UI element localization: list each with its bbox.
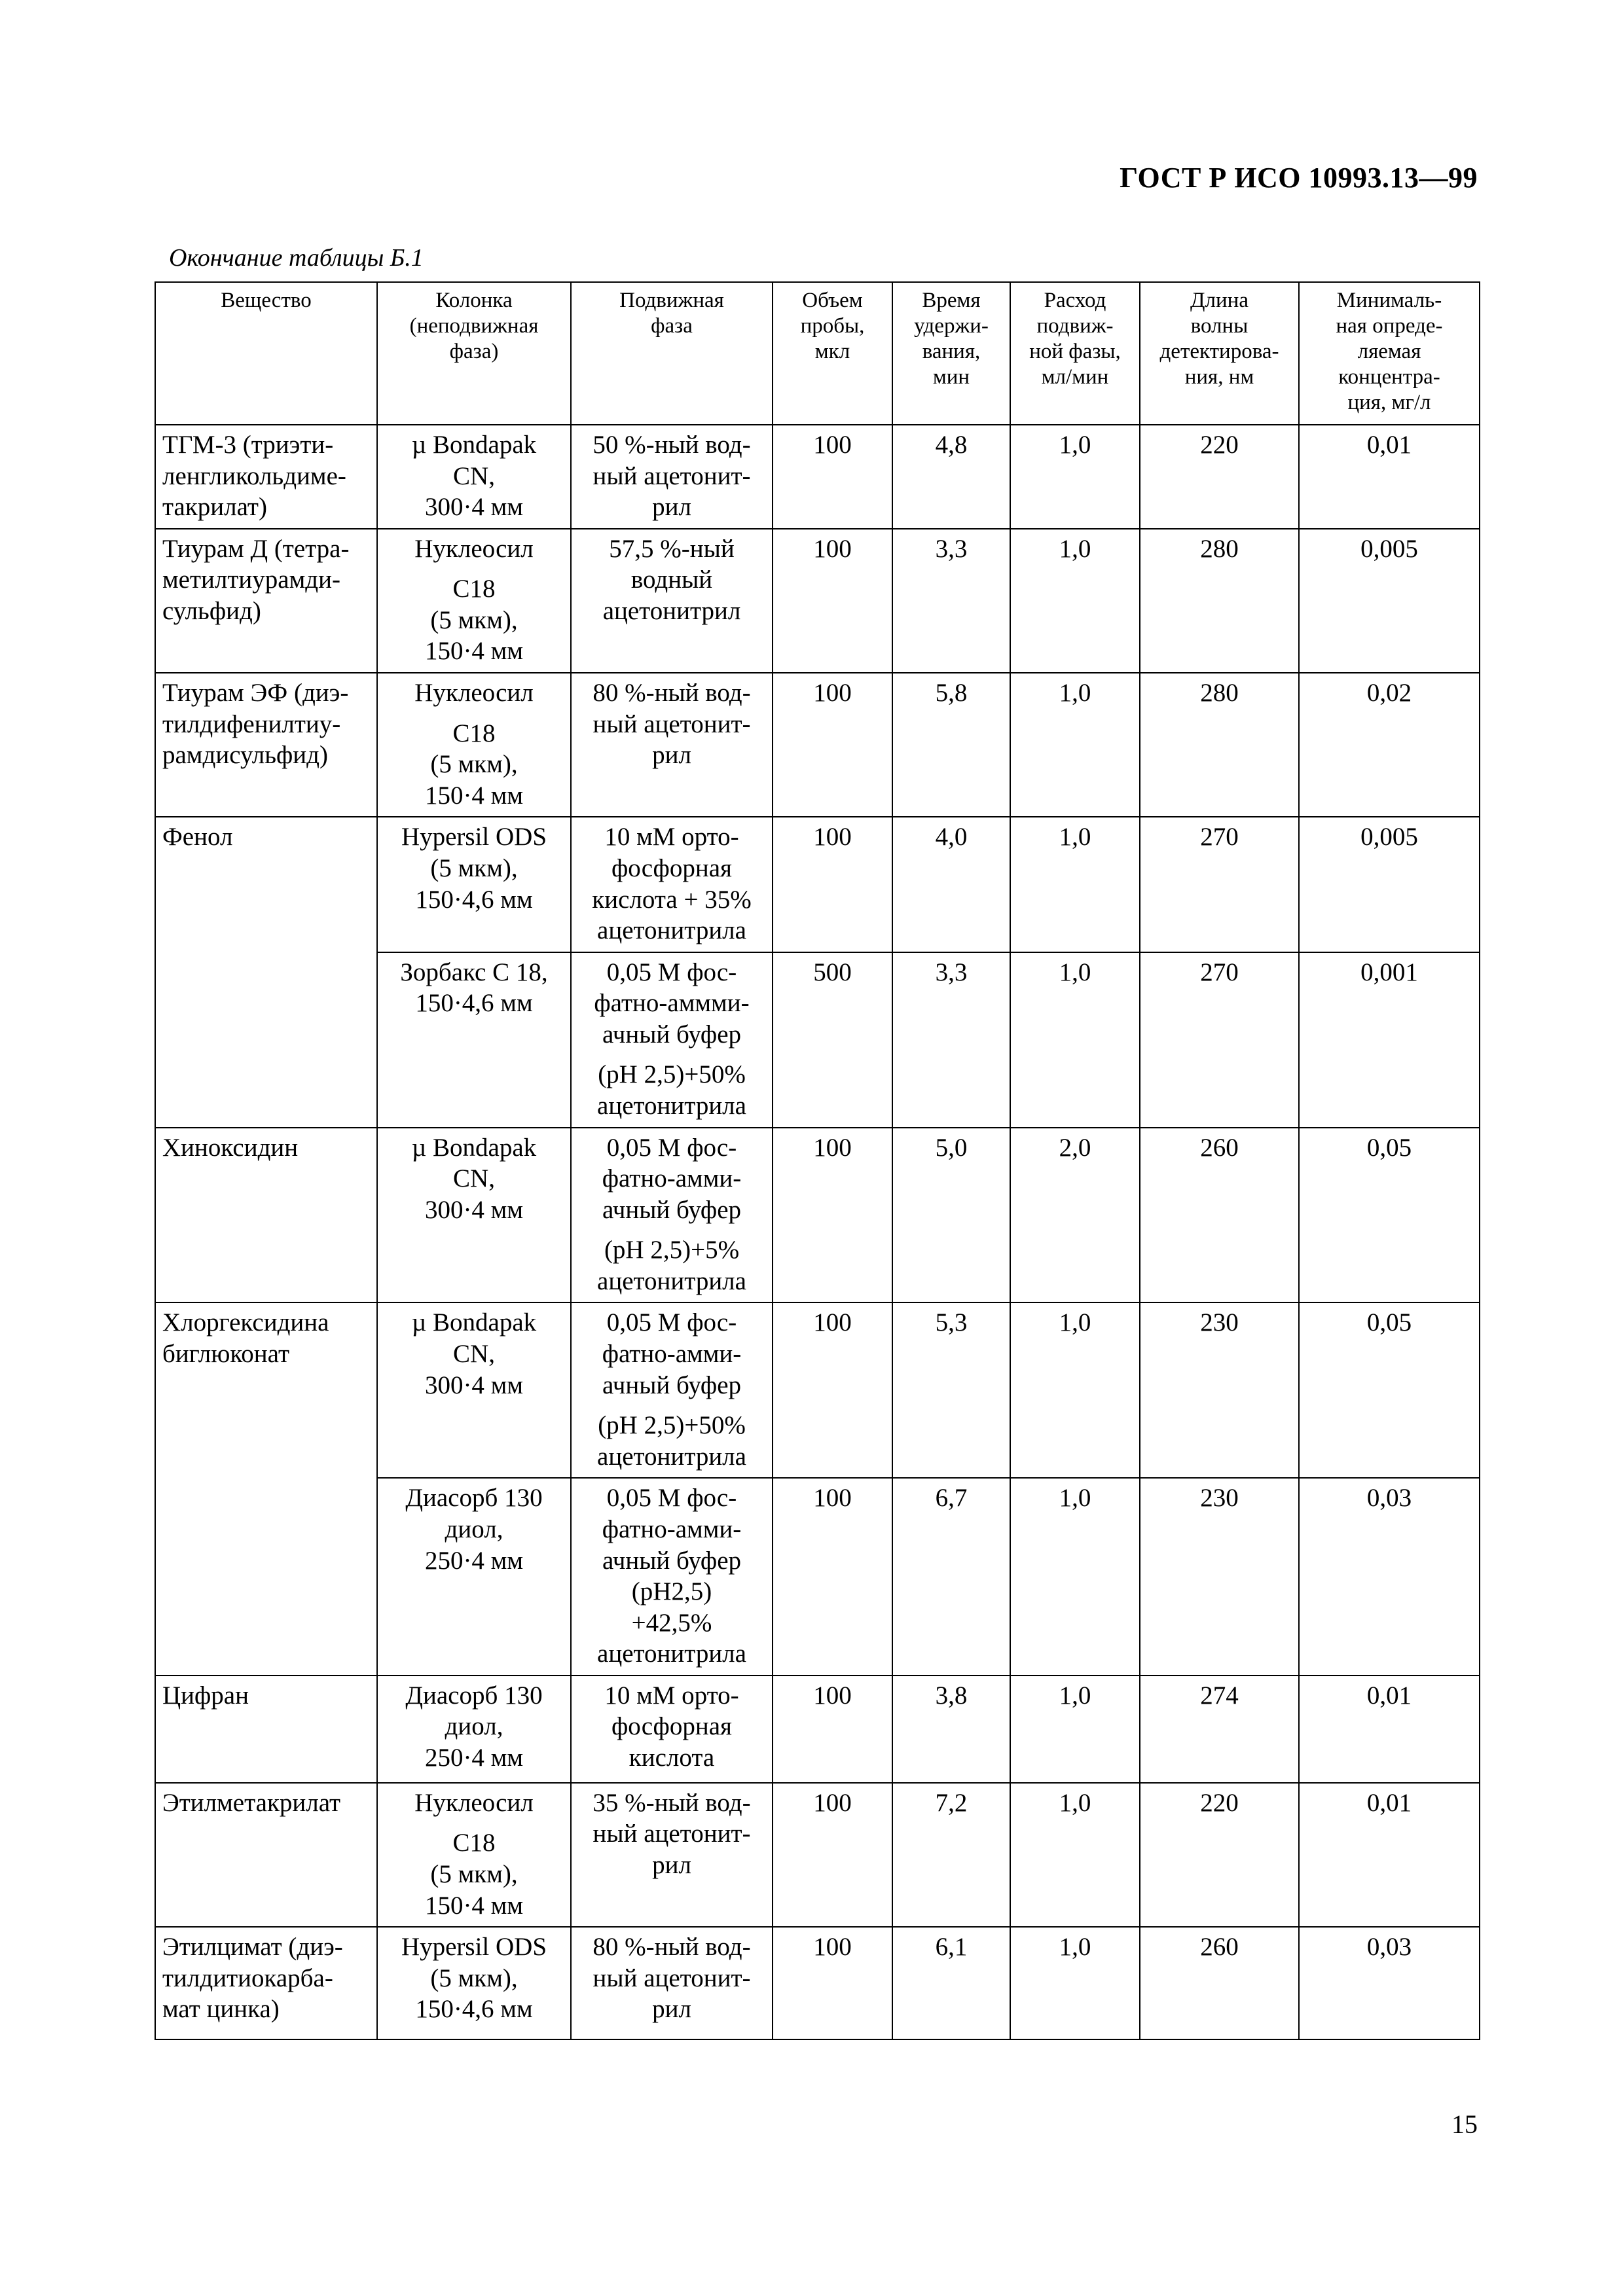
cell-volume: 100 (773, 529, 892, 673)
cell-phase (571, 425, 773, 529)
cell-line: (5 мкм), (430, 605, 518, 634)
cell-line: ная опреде- (1336, 314, 1443, 338)
cell-line: детектирова- (1159, 339, 1279, 363)
cell-line: кислота (629, 1743, 715, 1772)
cell-substance (155, 1128, 377, 1303)
cell-line: фосфорная (611, 1712, 732, 1741)
cell-concentration: 0,05 (1299, 1128, 1480, 1303)
cell-line: подвиж- (1036, 314, 1114, 338)
cell-line: (pH2,5) (631, 1577, 712, 1606)
cell-flow: 1,0 (1010, 425, 1140, 529)
cell-line: фатно-амми- (602, 1340, 742, 1369)
page-number: 15 (1451, 2109, 1478, 2139)
cell-line: 300·4 мм (424, 1195, 524, 1224)
cell-line: 150·4 мм (424, 781, 524, 810)
cell-line: (5 мкм), (430, 1964, 518, 1992)
cell-column (377, 1478, 571, 1675)
cell-phase (571, 1478, 773, 1675)
cell-line: Хиноксидин (162, 1133, 299, 1162)
cell-column (377, 673, 571, 817)
cell-line: 300·4 мм (424, 493, 524, 522)
document-code: ГОСТ Р ИСО 10993.13—99 (1120, 162, 1478, 194)
header-flow-rate (1010, 282, 1140, 425)
cell-line: (5 мкм), (430, 1859, 518, 1888)
cell-line: CN, (453, 1340, 495, 1369)
cell-time: 6,7 (892, 1478, 1010, 1675)
header-mobile-phase (571, 282, 773, 425)
cell-substance (155, 673, 377, 817)
cell-volume: 100 (773, 1128, 892, 1303)
cell-line: мкл (814, 339, 850, 363)
cell-line: Этилцимат (диэ- (162, 1933, 343, 1962)
cell-line: Hypersil ODS (401, 1933, 547, 1962)
cell-time: 7,2 (892, 1783, 1010, 1927)
cell-line: CN, (453, 461, 495, 490)
cell-line: 150·4,6 мм (415, 885, 533, 914)
cell-wavelength: 230 (1140, 1478, 1299, 1675)
cell-line: ачный буфер (602, 1195, 742, 1224)
cell-phase (571, 952, 773, 1128)
header-substance (155, 282, 377, 425)
line-gap (578, 1225, 765, 1234)
cell-line: Расход (1044, 289, 1106, 312)
line-gap (578, 1050, 765, 1059)
cell-line: (pH 2,5)+5% (604, 1236, 740, 1265)
cell-phase (571, 1927, 773, 2039)
cell-flow: 1,0 (1010, 1478, 1140, 1675)
cell-column (377, 1783, 571, 1927)
cell-line: волны (1190, 314, 1249, 338)
cell-column (377, 425, 571, 529)
table-row (155, 673, 1480, 817)
cell-line: рил (652, 1995, 691, 2024)
cell-line: фаза (651, 314, 693, 338)
line-gap (384, 709, 564, 718)
cell-line: Колонка (435, 289, 513, 312)
cell-line: C18 (452, 575, 496, 603)
cell-substance (155, 529, 377, 673)
table-row (155, 529, 1480, 673)
table-caption: Окончание таблицы Б.1 (169, 244, 424, 272)
cell-line: ацетонитрила (597, 1640, 746, 1668)
cell-line: 150·4 мм (424, 1891, 524, 1920)
cell-line: 150·4,6 мм (415, 989, 533, 1018)
cell-wavelength: 270 (1140, 952, 1299, 1128)
cell-column (377, 817, 571, 952)
cell-line: 50 %-ный вод- (593, 431, 751, 459)
cell-phase (571, 1302, 773, 1478)
cell-line: фатно-аммми- (594, 989, 750, 1018)
cell-concentration: 0,03 (1299, 1927, 1480, 2039)
cell-line: ацетонитрила (597, 916, 746, 945)
cell-line: фаза) (449, 339, 499, 363)
cell-line: ной фазы, (1029, 339, 1121, 363)
cell-concentration: 0,03 (1299, 1478, 1480, 1675)
cell-line: +42,5% (631, 1608, 712, 1637)
cell-line: биглюконат (162, 1340, 290, 1369)
cell-line: 150·4 мм (424, 637, 524, 666)
cell-line: Тиурам ЭФ (диэ- (162, 679, 349, 708)
cell-line: 0,05 М фос- (606, 958, 737, 986)
cell-concentration: 0,005 (1299, 529, 1480, 673)
cell-line: вания, (922, 339, 981, 363)
cell-line: Зорбакс C 18, (400, 958, 548, 986)
cell-time: 4,8 (892, 425, 1010, 529)
cell-line: ный ацетонит- (593, 709, 751, 738)
cell-line: 150·4,6 мм (415, 1995, 533, 2024)
cell-line: удержи- (914, 314, 989, 338)
cell-line: Нуклеосил (414, 534, 534, 563)
cell-line: µ Bondapak (411, 1308, 537, 1337)
cell-time: 3,3 (892, 952, 1010, 1128)
header-sample-volume (773, 282, 892, 425)
header-retention-time (892, 282, 1010, 425)
header-min-concentration (1299, 282, 1480, 425)
cell-line: Длина (1190, 289, 1249, 312)
cell-line: кислота + 35% (592, 885, 752, 914)
line-gap (384, 1818, 564, 1827)
cell-line: диол, (445, 1515, 503, 1543)
cell-line: рил (652, 493, 691, 522)
cell-flow: 1,0 (1010, 817, 1140, 952)
cell-concentration: 0,001 (1299, 952, 1480, 1128)
cell-line: Тиурам Д (тетра- (162, 534, 350, 563)
cell-line: фосфорная (611, 853, 732, 882)
cell-line: мат цинка) (162, 1995, 280, 2024)
cell-line: Минималь- (1336, 289, 1442, 312)
cell-line: ния, нм (1184, 365, 1254, 389)
cell-line: 250·4 мм (424, 1743, 524, 1772)
cell-flow: 2,0 (1010, 1128, 1140, 1303)
cell-wavelength: 270 (1140, 817, 1299, 952)
cell-flow: 1,0 (1010, 1302, 1140, 1478)
cell-time: 3,8 (892, 1676, 1010, 1783)
cell-line: 10 мМ орто- (604, 1681, 739, 1710)
cell-phase (571, 673, 773, 817)
cell-volume: 100 (773, 1302, 892, 1478)
cell-phase (571, 1676, 773, 1783)
cell-line: Время (922, 289, 981, 312)
cell-line: ачный буфер (602, 1546, 742, 1575)
cell-phase (571, 529, 773, 673)
cell-concentration: 0,01 (1299, 1783, 1480, 1927)
cell-time: 5,0 (892, 1128, 1010, 1303)
cell-line: сульфид) (162, 596, 261, 625)
cell-flow: 1,0 (1010, 673, 1140, 817)
cell-concentration: 0,005 (1299, 817, 1480, 952)
line-gap (384, 564, 564, 573)
cell-volume: 100 (773, 673, 892, 817)
cell-line: µ Bondapak (411, 431, 537, 459)
cell-substance (155, 1676, 377, 1783)
cell-line: пробы, (800, 314, 865, 338)
cell-line: метилтиурамди- (162, 565, 340, 594)
cell-line: 300·4 мм (424, 1371, 524, 1399)
header-wavelength (1140, 282, 1299, 425)
table-row (155, 1302, 1480, 1478)
cell-line: µ Bondapak (411, 1133, 537, 1162)
cell-time: 6,1 (892, 1927, 1010, 2039)
cell-line: 0,05 М фос- (606, 1133, 737, 1162)
cell-concentration: 0,05 (1299, 1302, 1480, 1478)
cell-flow: 1,0 (1010, 952, 1140, 1128)
cell-line: ТГМ-3 (триэти- (162, 431, 334, 459)
cell-line: 80 %-ный вод- (593, 679, 751, 708)
cell-line: Этилметакрилат (162, 1788, 341, 1817)
cell-substance (155, 425, 377, 529)
cell-column (377, 1128, 571, 1303)
table-row (155, 1783, 1480, 1927)
cell-line: рил (652, 741, 691, 770)
cell-line: Хлоргексидина (162, 1308, 329, 1337)
cell-line: ный ацетонит- (593, 1820, 751, 1848)
cell-substance (155, 1927, 377, 2039)
cell-line: CN, (453, 1164, 495, 1193)
cell-line: Подвижная (619, 289, 724, 312)
cell-column (377, 952, 571, 1128)
cell-phase (571, 1128, 773, 1303)
cell-concentration: 0,01 (1299, 1676, 1480, 1783)
cell-concentration: 0,02 (1299, 673, 1480, 817)
cell-line: рил (652, 1850, 691, 1879)
cell-substance (155, 1302, 377, 1675)
header-column (377, 282, 571, 425)
cell-time: 3,3 (892, 529, 1010, 673)
cell-line: 250·4 мм (424, 1546, 524, 1575)
cell-flow: 1,0 (1010, 529, 1140, 673)
line-gap (578, 1401, 765, 1410)
cell-line: тилдитиокарба- (162, 1964, 333, 1992)
cell-line: (неподвижная (409, 314, 539, 338)
cell-line: ляемая (1357, 339, 1421, 363)
cell-line: 57,5 %-ный (609, 534, 735, 563)
cell-line: 35 %-ный вод- (593, 1788, 751, 1817)
cell-line: (5 мкм), (430, 853, 518, 882)
cell-line: ачный буфер (602, 1020, 742, 1049)
cell-line: Цифран (162, 1681, 249, 1710)
hplc-table (155, 281, 1480, 2040)
cell-line: тилдифенилтиу- (162, 709, 341, 738)
cell-line: мл/мин (1041, 365, 1109, 389)
cell-line: ацетонитрил (602, 596, 741, 625)
cell-line: (pH 2,5)+50% (598, 1060, 746, 1089)
cell-line: ный ацетонит- (593, 461, 751, 490)
cell-line: Вещество (221, 289, 312, 312)
cell-line: Объем (802, 289, 863, 312)
cell-volume: 100 (773, 425, 892, 529)
cell-wavelength: 260 (1140, 1128, 1299, 1303)
cell-concentration: 0,01 (1299, 425, 1480, 529)
cell-substance (155, 1783, 377, 1927)
cell-wavelength: 260 (1140, 1927, 1299, 2039)
cell-wavelength: 220 (1140, 1783, 1299, 1927)
cell-volume: 100 (773, 1783, 892, 1927)
cell-line: C18 (452, 719, 496, 747)
cell-column (377, 1927, 571, 2039)
cell-volume: 500 (773, 952, 892, 1128)
cell-line: 0,05 М фос- (606, 1308, 737, 1337)
cell-line: мин (932, 365, 970, 389)
cell-column (377, 1676, 571, 1783)
cell-line: рамдисульфид) (162, 741, 329, 770)
cell-time: 5,8 (892, 673, 1010, 817)
cell-flow: 1,0 (1010, 1783, 1140, 1927)
cell-line: 0,05 М фос- (606, 1484, 737, 1513)
cell-line: ацетонитрила (597, 1266, 746, 1295)
cell-line: C18 (452, 1829, 496, 1857)
cell-phase (571, 1783, 773, 1927)
cell-time: 4,0 (892, 817, 1010, 952)
cell-line: 10 мМ орто- (604, 823, 739, 852)
cell-volume: 100 (773, 1676, 892, 1783)
cell-line: Диасорб 130 (405, 1681, 543, 1710)
cell-time: 5,3 (892, 1302, 1010, 1478)
cell-line: (5 мкм), (430, 750, 518, 779)
cell-phase (571, 817, 773, 952)
cell-line: водный (630, 565, 713, 594)
cell-line: фатно-амми- (602, 1515, 742, 1543)
cell-column (377, 1302, 571, 1478)
table-row (155, 1128, 1480, 1303)
cell-line: ацетонитрила (597, 1442, 746, 1471)
table-row (155, 817, 1480, 952)
cell-line: ный ацетонит- (593, 1964, 751, 1992)
table-row (155, 1927, 1480, 2039)
cell-line: 80 %-ный вод- (593, 1933, 751, 1962)
cell-line: ачный буфер (602, 1371, 742, 1399)
cell-volume: 100 (773, 817, 892, 952)
cell-line: ацетонитрила (597, 1091, 746, 1120)
cell-wavelength: 220 (1140, 425, 1299, 529)
cell-line: (pH 2,5)+50% (598, 1411, 746, 1440)
cell-line: Нуклеосил (414, 679, 534, 708)
cell-flow: 1,0 (1010, 1927, 1140, 2039)
cell-volume: 100 (773, 1478, 892, 1675)
cell-line: ленгликольдиме- (162, 461, 346, 490)
cell-line: Hypersil ODS (401, 823, 547, 852)
table-row (155, 1676, 1480, 1783)
cell-line: фатно-амми- (602, 1164, 742, 1193)
cell-line: Нуклеосил (414, 1788, 534, 1817)
cell-flow: 1,0 (1010, 1676, 1140, 1783)
table-row (155, 425, 1480, 529)
cell-column (377, 529, 571, 673)
cell-substance (155, 817, 377, 1127)
cell-wavelength: 280 (1140, 529, 1299, 673)
cell-wavelength: 274 (1140, 1676, 1299, 1783)
cell-wavelength: 230 (1140, 1302, 1299, 1478)
cell-line: диол, (445, 1712, 503, 1741)
cell-line: концентра- (1338, 365, 1440, 389)
cell-line: ция, мг/л (1347, 390, 1431, 414)
cell-line: Диасорб 130 (405, 1484, 543, 1513)
cell-line: такрилат) (162, 493, 267, 522)
cell-wavelength: 280 (1140, 673, 1299, 817)
header-row (155, 282, 1480, 425)
cell-line: Фенол (162, 823, 233, 852)
cell-volume: 100 (773, 1927, 892, 2039)
